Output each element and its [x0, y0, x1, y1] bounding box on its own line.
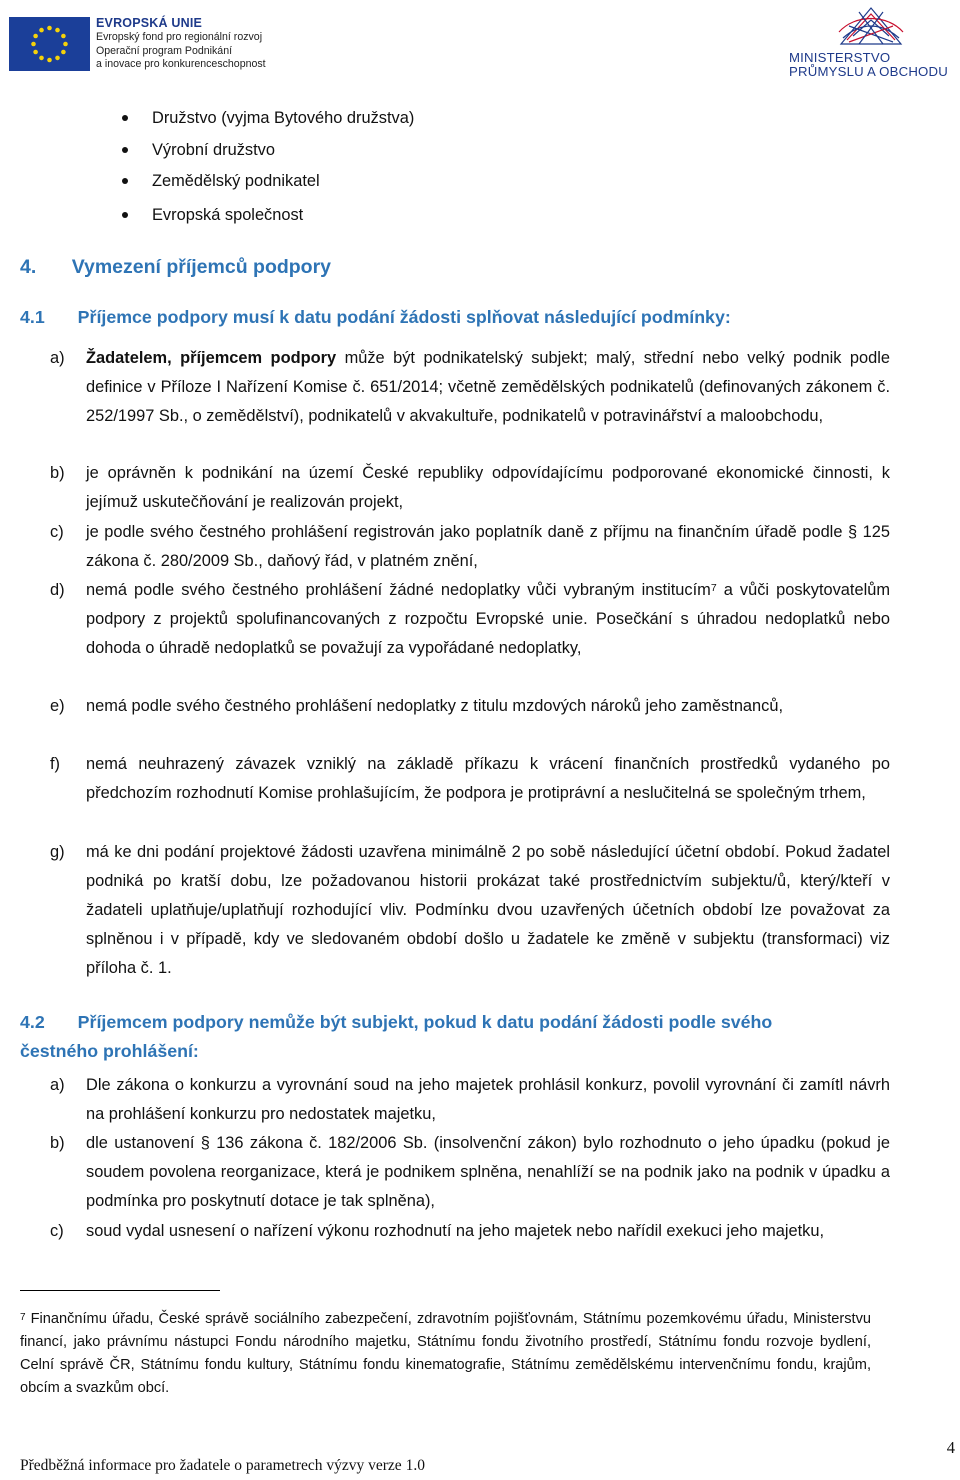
eu-line-2: Operační program Podnikání	[96, 44, 233, 57]
item-label: e)	[50, 697, 65, 715]
ministry-emblem-icon	[835, 4, 907, 48]
section-number: 4.1	[20, 307, 45, 327]
section-4-1-heading	[20, 307, 731, 328]
ministry-line-1: MINISTERSTVO	[789, 50, 891, 65]
eu-line-3: a inovace pro konkurenceschopnost	[96, 58, 266, 71]
item-label: c)	[50, 523, 64, 541]
item-label: f)	[50, 755, 61, 773]
item-label: g)	[50, 843, 65, 861]
page-number: 4	[946, 1438, 955, 1457]
section-4-heading	[20, 256, 331, 279]
item-text	[86, 576, 890, 663]
section-title-continued: čestného prohlášení:	[20, 1041, 199, 1061]
footnote-reference[interactable]: 7	[710, 582, 717, 594]
item-text: je podle svého čestného prohlášení registrován jako poplatník daně z příjmu na finančním úřadě podle § 125 zákona č. 280/2009 Sb., daňový řád, v platném znění,	[86, 523, 890, 570]
eu-stars-icon	[9, 17, 90, 71]
item-text: soud vydal usnesení o nařízení výkonu rozhodnutí na jeho majetek nebo nařídil exekuci jeho majetku,	[86, 1222, 825, 1240]
list-item-text: Výrobní družstvo	[152, 141, 275, 159]
footnote-divider	[20, 1290, 220, 1291]
eu-fund-text	[96, 16, 336, 72]
item-text: Dle zákona o konkurzu a vyrovnání soud na jeho majetek prohlásil konkurz, povolil vyrovnání či zamítl návrh na prohlášení konkurzu pro nedostatek majetku,	[86, 1076, 890, 1123]
list-item	[152, 107, 414, 129]
item-label: a)	[50, 1076, 65, 1094]
item-body: může být podnikatelský subjekt; malý, střední nebo velký podnik podle definice v Příloze I Nařízení Komise č. 651/2014; včetně zemědělských podnikatelů (definovaných zákonem č. 252/1997 Sb., o zemědělství), podnikatelů v akvakultuře, podnikatelů v potravinářství a maloobchodu,	[86, 349, 890, 425]
eu-title: EVROPSKÁ UNIE	[96, 16, 203, 30]
item-label: c)	[50, 1222, 64, 1240]
list-item-text: Zemědělský podnikatel	[152, 172, 320, 190]
list-item-text: Evropská společnost	[152, 206, 304, 224]
item-label: a)	[50, 349, 65, 367]
section-4-2-heading	[20, 1008, 772, 1066]
ministry-logo	[789, 4, 954, 84]
item-text: nemá podle svého čestného prohlášení nedoplatky z titulu mzdových nároků jeho zaměstnanců,	[86, 697, 784, 715]
section-title: Vymezení příjemců podpory	[71, 256, 332, 278]
bullet-icon	[122, 178, 128, 184]
list-item	[152, 139, 275, 161]
item-label: b)	[50, 464, 65, 482]
page-header	[0, 0, 960, 92]
footnote	[20, 1308, 871, 1400]
item-text: dle ustanovení § 136 zákona č. 182/2006 Sb. (insolvenční zákon) bylo rozhodnuto o jeho úpadku (pokud je soudem povolena reorganizace, která je podnikem splněna, nenahlíží se na podnik jako na podnik v úpadku a podmínka pro poskytnutí dotace je tak splněna),	[86, 1134, 890, 1210]
section-number: 4.	[20, 256, 37, 278]
item-bold-lead: Žadatelem, příjemcem podpory	[86, 349, 337, 367]
item-text: má ke dni podání projektové žádosti uzavřena minimálně 2 po sobě následující účetní období. Pokud žadatel podniká po kratší dobu, lze požadovanou historii prokázat také prostřednictvím subjektu/ů, který/kteří v žadateli uplatňuje/uplatňují rozhodující vliv. Podmínku dvou uzavřených účetních období lze považovat za splněnou i v případě, kdy ve sledovaném období došlo u žadatele ke změně v subjektu (transformaci) viz příloha č. 1.	[86, 843, 890, 977]
item-label: b)	[50, 1134, 65, 1152]
item-text	[86, 344, 890, 431]
section-4-2-line-1	[20, 1008, 772, 1037]
bullet-icon	[122, 115, 128, 121]
section-title: Příjemcem podpory nemůže být subjekt, pokud k datu podání žádosti podle svého	[77, 1012, 773, 1032]
section-title: Příjemce podpory musí k datu podání žádosti splňovat následující podmínky:	[77, 307, 731, 327]
bullet-icon	[122, 212, 128, 218]
item-text: je oprávněn k podnikání na území České republiky odpovídajícímu podporované ekonomické činnosti, k jejímuž uskutečňování je realizován projekt,	[86, 464, 890, 511]
list-item	[152, 204, 303, 226]
eu-line-1: Evropský fond pro regionální rozvoj	[96, 31, 263, 43]
footnote-mark: 7	[20, 1312, 26, 1323]
ministry-name	[789, 51, 954, 79]
eu-flag-logo	[9, 17, 90, 71]
item-text: nemá neuhrazený závazek vzniklý na základě příkazu k vrácení finančních prostředků vydaného po předchozím rozhodnutí Komise prohlašujícím, že podpora je protiprávní a neslučitelná se společným trhem,	[86, 755, 890, 802]
list-item-text: Družstvo (vyjma Bytového družstva)	[152, 109, 415, 127]
section-number: 4.2	[20, 1012, 45, 1032]
bullet-icon	[122, 147, 128, 153]
list-item	[152, 170, 320, 192]
page-footer-text: Předběžná informace pro žadatele o parametrech výzvy verze 1.0	[20, 1457, 425, 1474]
item-body: nemá podle svého čestného prohlášení žádné nedoplatky vůči vybraným institucím	[86, 581, 711, 599]
ministry-line-2: PRŮMYSLU A OBCHODU	[789, 64, 948, 79]
footnote-text: Finančnímu úřadu, České správě sociálního zabezpečení, zdravotním pojišťovnám, Státnímu pozemkovému úřadu, Ministerstvu financí, jako právnímu nástupci Fondu národního majetku, Státnímu fondu životního prostředí, Státnímu fondu rozvoje bydlení, Celní správě ČR, Státnímu fondu kultury, Státnímu fondu kinematografie, Státnímu zemědělskému intervenčnímu fondu, krajům, obcím a svazkům obcí.	[20, 1311, 871, 1396]
item-body: a vůči poskytovatelům podpory z projektů spolufinancovaných z rozpočtu Evropské unie. Posečkání s úhradou nedoplatků nebo dohoda o úhradě nedoplatků se považují za vypořádané nedoplatky,	[86, 581, 890, 657]
item-label: d)	[50, 581, 65, 599]
